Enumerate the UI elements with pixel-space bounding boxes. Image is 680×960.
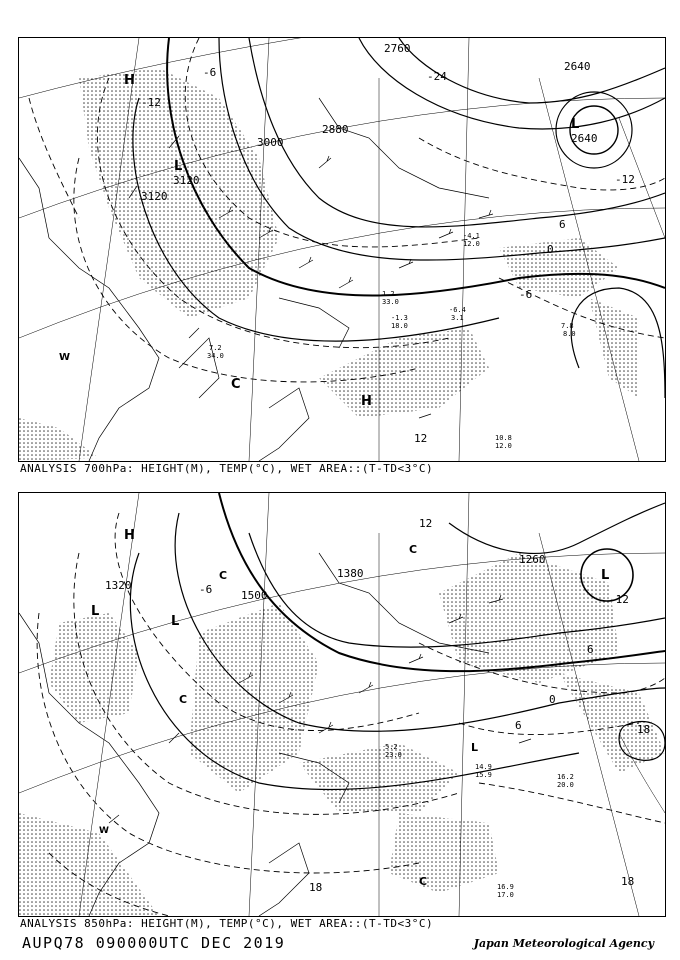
station-value: 1.2 <box>382 290 395 298</box>
station-value: 16.2 <box>557 773 574 781</box>
caption-700hpa: ANALYSIS 700hPa: HEIGHT(M), TEMP(°C), WET AREA::(T-TD<3°C) <box>20 462 434 475</box>
temperature-label: 0 <box>547 243 554 256</box>
low-pressure-label: L <box>91 604 100 619</box>
temperature-label: -6 <box>199 583 213 596</box>
high-pressure-label: H <box>124 73 135 88</box>
height-label: 1320 <box>105 579 132 592</box>
map-panel-700hpa <box>18 37 666 462</box>
station-value: 10.8 <box>495 434 512 442</box>
station-value: 17.0 <box>497 891 514 899</box>
low-pressure-label: L <box>471 741 479 754</box>
low-pressure-label: L <box>601 568 610 583</box>
temperature-label: -24 <box>427 70 447 83</box>
temperature-label: -12 <box>609 593 629 606</box>
station-value: -6.4 <box>449 306 466 314</box>
station-value: 12.0 <box>495 442 512 450</box>
temperature-label: 12 <box>414 432 428 445</box>
station-value: 15.9 <box>475 771 492 779</box>
cold-center-label: C <box>409 543 418 556</box>
temperature-label: 6 <box>559 218 566 231</box>
height-label: 1500 <box>241 589 268 602</box>
height-label: 3120 <box>173 174 200 187</box>
agency-name: Japan Meteorological Agency <box>473 937 654 950</box>
temperature-label: 18 <box>309 881 323 894</box>
cold-center-label: C <box>231 377 241 392</box>
station-value: 16.9 <box>497 883 514 891</box>
height-label: 2880 <box>322 123 349 136</box>
station-value: -4.1 <box>463 232 480 240</box>
map-700hpa-svg <box>19 38 665 461</box>
height-label: 2760 <box>384 42 411 55</box>
station-value: 33.0 <box>382 298 399 306</box>
cold-center-label: C <box>419 875 428 888</box>
station-value: 23.0 <box>385 751 402 759</box>
map-panel-850hpa <box>18 492 666 917</box>
height-label: 1380 <box>337 567 364 580</box>
station-value: 8.0 <box>563 330 576 338</box>
station-value: 7.2 <box>209 344 222 352</box>
low-pressure-label: L <box>571 117 580 132</box>
height-label: 1260 <box>519 553 546 566</box>
temperature-label: 18 <box>621 875 635 888</box>
height-label: 2640 <box>571 132 598 145</box>
chart-code-and-time: AUPQ78 090000UTC DEC 2019 <box>22 934 286 952</box>
height-label: 3000 <box>257 136 284 149</box>
station-value: 12.0 <box>463 240 480 248</box>
temperature-label: 18 <box>637 723 651 736</box>
low-pressure-label: L <box>174 159 183 174</box>
temperature-label: -6 <box>519 288 533 301</box>
height-label: 3120 <box>141 190 168 203</box>
station-value: 7.8 <box>561 322 574 330</box>
caption-850hpa: ANALYSIS 850hPa: HEIGHT(M), TEMP(°C), WET AREA::(T-TD<3°C) <box>20 917 434 930</box>
high-pressure-label: H <box>361 394 372 409</box>
warm-center-label: W <box>59 352 71 363</box>
cold-center-label: C <box>219 569 228 582</box>
station-value: 5.2 <box>385 743 398 751</box>
temperature-label: 6 <box>515 719 522 732</box>
temperature-label: -12 <box>141 96 161 109</box>
high-pressure-label: H <box>124 528 135 543</box>
map-850hpa-svg <box>19 493 665 916</box>
station-value: 34.0 <box>207 352 224 360</box>
low-pressure-label: L <box>171 614 180 629</box>
height-label: 2640 <box>564 60 591 73</box>
wet-area <box>19 553 665 916</box>
temperature-label: 12 <box>419 517 433 530</box>
cold-center-label: C <box>179 693 188 706</box>
station-value: 20.0 <box>557 781 574 789</box>
warm-center-label: W <box>99 826 109 836</box>
station-value: 18.0 <box>391 322 408 330</box>
temperature-label: -6 <box>203 66 217 79</box>
station-value: -1.3 <box>391 314 408 322</box>
temperature-label: 6 <box>587 643 594 656</box>
temperature-label: 0 <box>549 693 556 706</box>
station-value: 14.9 <box>475 763 492 771</box>
station-value: 3.1 <box>451 314 464 322</box>
temperature-label: -12 <box>615 173 635 186</box>
